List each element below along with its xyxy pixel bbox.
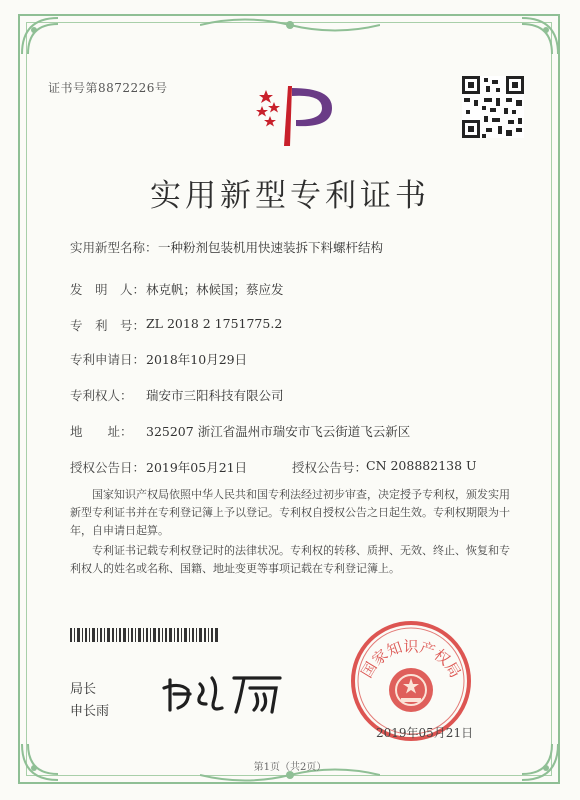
address-label: 地 址： <box>70 424 133 439</box>
patent-no-value: ZL 2018 2 1751775.2 <box>146 316 283 331</box>
top-center-ornament <box>200 14 380 36</box>
seal-text: 国家知识产权局 <box>357 637 465 681</box>
model-name-label: 实用新型名称： <box>70 240 158 255</box>
grant-date-label: 授权公告日： <box>70 460 146 475</box>
corner-ornament-top-left <box>20 16 60 56</box>
certificate-title: 实用新型专利证书 <box>150 178 430 214</box>
page-footer: 第1页（共2页） <box>253 762 327 773</box>
body-paragraph-1: 国家知识产权局依照中华人民共和国专利法经过初步审查，决定授予专利权，颁发实用新型专利证书并在专利登记簿上予以登记。专利权自授权公告之日起生效。专利权期限为十年，自申请日起算。 <box>70 488 510 537</box>
director-role-label: 局长 <box>70 682 97 697</box>
patentee-value: 瑞安市三阳科技有限公司 <box>146 388 284 403</box>
director-name-label: 申长雨 <box>70 704 110 719</box>
model-name-value: 一种粉剂包装机用快速装拆下料螺杆结构 <box>158 240 384 255</box>
filing-date-value: 2018年10月29日 <box>146 352 248 367</box>
handwritten-signature <box>160 660 300 720</box>
certificate-number: 证书号第8872226号 <box>48 81 168 95</box>
grant-no-value: CN 208882138 U <box>366 458 477 473</box>
barcode-icon <box>70 628 220 642</box>
filing-date-label: 专利申请日： <box>70 352 146 367</box>
body-paragraph-2: 专利证书记载专利权登记时的法律状况。专利权的转移、质押、无效、终止、恢复和专利权人的姓名或名称、国籍、地址变更等事项记载在专利登记簿上。 <box>70 544 510 575</box>
cnipa-logo-icon <box>252 82 338 148</box>
corner-ornament-top-right <box>520 16 560 56</box>
address-value: 325207 浙江省温州市瑞安市飞云街道飞云新区 <box>146 424 411 439</box>
grant-date-value: 2019年05月21日 <box>146 460 248 475</box>
inventor-label: 发 明 人： <box>70 282 146 297</box>
patentee-label: 专利权人： <box>70 388 133 403</box>
stamp-date: 2019年05月21日 <box>376 726 474 740</box>
inventor-value: 林克帆；林候国；蔡应发 <box>146 282 284 297</box>
grant-no-label: 授权公告号： <box>292 460 368 475</box>
qr-code-icon <box>462 76 524 138</box>
patent-no-label: 专 利 号： <box>70 318 146 333</box>
